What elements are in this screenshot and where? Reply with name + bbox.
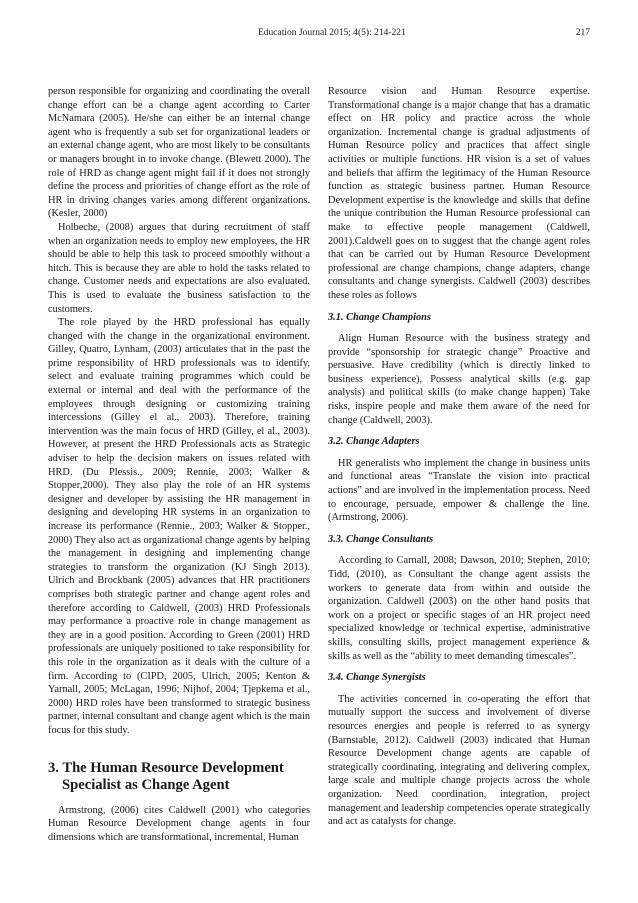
journal-citation: Education Journal 2015; 4(5): 214-221 — [258, 28, 406, 38]
page-number: 217 — [575, 28, 590, 38]
subsection-heading: 3.4. Change Synergists — [328, 672, 426, 684]
subsection-heading: 3.1. Change Champions — [328, 311, 431, 323]
paragraph: According to Carnall, 2008; Dawson, 2010; Stephen, 2010; Tidd, (2010), as Consultant the change agent assists the workers to generate data from within and outside the organization. Caldwell (2003) on the other hand posits that work on a project or specific stages of an HR project need specialized knowledge or technical expertise, administrative skills, consulting skills, project management experience & skills as well as the “ability to meet demanding timescales”. — [328, 555, 590, 662]
right-column — [328, 85, 590, 829]
paragraph: Armstrong, (2006) cites Caldwell (2001) who categories Human Resource Development change agents in four dimensions which are transformational, incremental, Human — [48, 804, 310, 843]
paragraph: person responsible for organizing and coordinating the overall change effort can be a change agent according to Carter McNamara (2005). He/she can either be an internal change agent who is frequently a sub set for organizational leaders or an external change agent, who are most likely to be consultants or managers brought in to invoke change. (Blewett 2000). The role of HRD as change agent might fail if it does not strongly define the process and priorities of change effort as the role of HR in driving changes varies among different organizations. (Kesler, 2000) — [48, 86, 310, 220]
paragraph: The activities concerned in co-operating the effort that mutually support the success and involvement of diverse resources energies and people is referred to as synergy (Barnstable, 2012). Caldwell (2003) indicated that Human Resource Development change agents are capable of strategically coordinating, integrating and delivering complex, large scale and multiple change projects across the whole organization. Need coordination, integration, project management and leadership competencies operate strategically and act as catalysts for change. — [328, 693, 590, 828]
paragraph: Resource vision and Human Resource expertise. Transformational change is a major change that has a dramatic effect on HR policy and practice across the whole organization. Incremental change is gradual adjustments of Human Resource policy and practices that affect single activities or multiple functions. HR vision is a set of values and beliefs that affirm the legitimacy of the Human Resource function as strategic business partner. Human Resource Development expertise is the knowledge and skills that define the unique contribution the Human Resource professional can make to effective people management (Caldwell, 2001).Caldwell goes on to suggest that the change agent roles that can be carried out by Human Resource Development professional are change champions, change adapters, change consultants and change synergists. Caldwell (2003) describes these roles as follows — [328, 86, 590, 301]
running-header — [48, 28, 590, 42]
subsection-heading: 3.2. Change Adapters — [328, 436, 420, 448]
subsection-heading: 3.3. Change Consultants — [328, 533, 434, 545]
paragraph: Align Human Resource with the business strategy and provide “sponsorship for strategic change” Proactive and persuasive. Have credibility (which is directly linked to business experience), Possess analytical skills (e.g. gap analysis) and political skills (to make change happen) Take risks, inspire people and make them aware of the need for change (Caldwell, 2003). — [328, 333, 590, 426]
left-column — [48, 85, 310, 844]
section-heading: 3. The Human Resource Development Specialist as Change Agent — [48, 759, 284, 793]
paragraph: HR generalists who implement the change in business units and functional areas “Translate the vision into practical actions” and are involved in the implementation process. Need to encourage, persuade, empower & challenge the line. (Armstrong, 2006). — [328, 457, 590, 524]
paragraph: Holbeche, (2008) argues that during recruitment of staff when an organization needs to employ new employees, the HR should be able to help this task to proceed smoothly without a hitch. This is because they are able to hold the tasks related to change. Customer needs and expectations are also evaluated. This is used to evaluate the business satisfaction to the customers. — [48, 221, 310, 315]
paragraph: The role played by the HRD professional has equally changed with the change in the organizational environment. Gilley, Quatro, Lynham, (2003) articulates that in the past the prime responsibility of HRD professionals was to identify, select and evaluate training programmes which could be external or internal and deal with the performance of the employees through designing or customizing training intercessions (Gilley el al., 2003). Therefore, training intervention was the main focus of HRD (Gilley, el al., 2003). However, at present the HRD Professionals acts as Strategic adviser to help the decision makers on issues related with HRD. (Du Plessis., 2009; Rennie, 2003; Walker & Stopper,2000). They also play the role of an HR systems designer and developer by assisting the HR management in designing and developing HR systems in an organization to increase its performance (Rennie., 2003; Walker & Stopper., 2000) They also act as organizational change agents by helping the management in designing and implementing change strategies to transform the organization (KJ Singh 2013). Ulrich and Brockbank (2005) advances that HR practitioners comprises both strategic partner and change agent roles and therefore according to Caldwell, (2003) HRD Professionals may performance a proactive role in change management as they are in a good position. According to Green (2001) HRD professionals are uniquely positioned to take responsibility for this role in the organization as it deals with the culture of a firm. According to (CIPD, 2005, Ulrich, 2005; Kenton & Yarnall, 2005; McLagan, 1996; Nijhof, 2004; Tjepkema et al., 2000) HRD roles have been transformed to strategic business partner, internal consultant and change agent which is the main focus for this study. — [48, 317, 310, 736]
